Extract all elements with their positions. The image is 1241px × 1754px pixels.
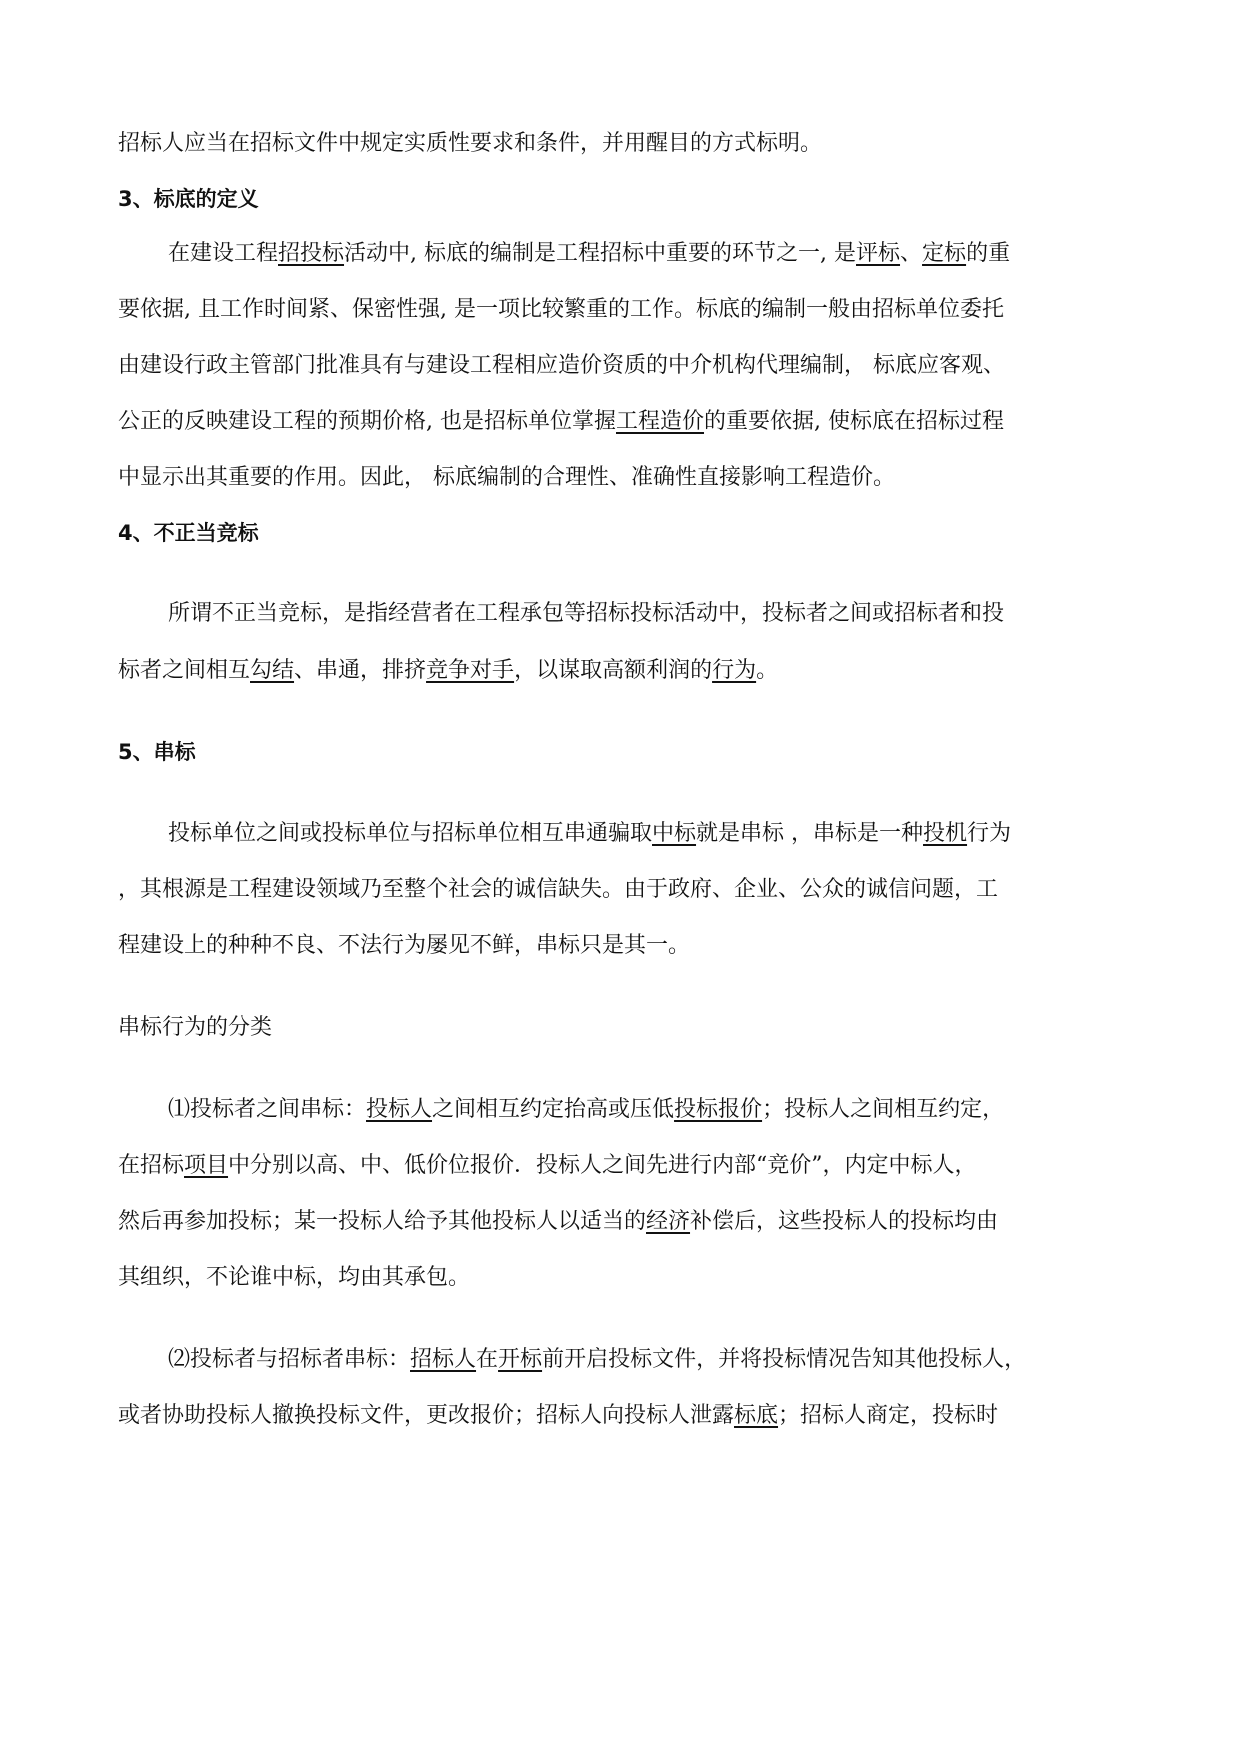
paragraph-line xyxy=(118,1262,1128,1294)
text-segment: 的重要依据, 使标底在招标过程 xyxy=(704,409,1005,434)
text-segment: 中显示出其重要的作用。因此， 标底编制的合理性、准确性直接影响工程造价。 xyxy=(118,465,895,490)
underlined-term: 投机 xyxy=(923,821,968,846)
paragraph-line xyxy=(168,238,1128,270)
underlined-term: 经济 xyxy=(646,1209,691,1234)
text-segment: 在招标 xyxy=(118,1153,185,1178)
underlined-term: 评标 xyxy=(856,241,901,266)
text-segment: 公正的反映建设工程的预期价格, 也是招标单位掌握 xyxy=(118,409,616,434)
text-segment: 在 xyxy=(476,1347,499,1372)
paragraph-line xyxy=(118,128,1128,160)
text-segment: ⑵投标者与招标者串标： xyxy=(168,1347,411,1372)
underlined-term: 标底 xyxy=(734,1403,779,1428)
text-segment: 、 xyxy=(900,241,923,266)
underlined-term: 投标报价 xyxy=(674,1097,763,1122)
text-segment: 投标单位之间或投标单位与招标单位相互串通骗取 xyxy=(168,821,653,846)
text-segment: 其组织，不论谁中标，均由其承包。 xyxy=(118,1265,471,1290)
section-heading xyxy=(118,517,1128,549)
text-segment: 的重 xyxy=(966,241,1011,266)
text-segment: 由建设行政主管部门批准具有与建设工程相应造价资质的中介机构代理编制， 标底应客观、 xyxy=(118,353,1005,378)
underlined-term: 中标 xyxy=(652,821,697,846)
paragraph-line xyxy=(118,874,1128,906)
text-segment: 中分别以高、中、低价位报价．投标人之间先进行内部“竞价”，内定中标人， xyxy=(228,1153,977,1178)
paragraph-line xyxy=(118,350,1128,382)
text-segment: 。 xyxy=(756,658,779,683)
paragraph-line xyxy=(118,1400,1128,1432)
paragraph-line xyxy=(168,1094,1128,1126)
paragraph-line xyxy=(168,1344,1128,1376)
underlined-term: 招投标 xyxy=(278,241,345,266)
text-segment: ，其根源是工程建设领域乃至整个社会的诚信缺失。由于政府、企业、公众的诚信问题，工 xyxy=(118,877,999,902)
text-segment: 串标行为的分类 xyxy=(118,1015,273,1040)
text-segment: 标者之间相互 xyxy=(118,658,251,683)
section-heading xyxy=(118,183,1128,215)
paragraph-line xyxy=(118,1012,1128,1044)
text-segment: 行为 xyxy=(967,821,1012,846)
text-segment: ；投标人之间相互约定， xyxy=(762,1097,1005,1122)
underlined-term: 工程造价 xyxy=(616,409,705,434)
text-segment: 程建设上的种种不良、不法行为屡见不鲜，串标只是其一。 xyxy=(118,933,691,958)
underlined-term: 项目 xyxy=(184,1153,229,1178)
paragraph-line xyxy=(118,406,1128,438)
section-heading xyxy=(118,736,1128,768)
paragraph-line xyxy=(118,462,1128,494)
underlined-term: 竞争对手 xyxy=(426,658,515,683)
underlined-term: 定标 xyxy=(922,241,967,266)
paragraph-line xyxy=(118,294,1128,326)
paragraph-line xyxy=(168,818,1128,850)
paragraph-line xyxy=(118,655,1128,687)
text-segment: 5、串标 xyxy=(118,740,196,764)
text-segment: 然后再参加投标；某一投标人给予其他投标人以适当的 xyxy=(118,1209,647,1234)
text-segment: 3、标底的定义 xyxy=(118,187,259,211)
paragraph-line xyxy=(118,1206,1128,1238)
text-segment: 招标人应当在招标文件中规定实质性要求和条件，并用醒目的方式标明。 xyxy=(118,131,823,156)
text-segment: 补偿后，这些投标人的投标均由 xyxy=(690,1209,999,1234)
text-segment: 所谓不正当竞标，是指经营者在工程承包等招标投标活动中，投标者之间或招标者和投 xyxy=(168,601,1005,626)
text-segment: 活动中, 标底的编制是工程招标中重要的环节之一, 是 xyxy=(344,241,857,266)
underlined-term: 开标 xyxy=(498,1347,543,1372)
text-segment: 4、不正当竞标 xyxy=(118,521,259,545)
text-segment: 前开启投标文件，并将投标情况告知其他投标人， xyxy=(542,1347,1027,1372)
text-segment: 或者协助投标人撤换投标文件，更改报价；招标人向投标人泄露 xyxy=(118,1403,735,1428)
paragraph-line xyxy=(118,930,1128,962)
underlined-term: 勾结 xyxy=(250,658,295,683)
text-segment: ，以谋取高额利润的 xyxy=(514,658,713,683)
text-segment: ⑴投标者之间串标： xyxy=(168,1097,367,1122)
text-segment: 之间相互约定抬高或压低 xyxy=(432,1097,675,1122)
text-segment: 要依据, 且工作时间紧、保密性强, 是一项比较繁重的工作。标底的编制一般由招标单位委托 xyxy=(118,297,1004,322)
underlined-term: 行为 xyxy=(712,658,757,683)
text-segment: 在建设工程 xyxy=(168,241,279,266)
text-segment: 就是串标 ，串标是一种 xyxy=(696,821,924,846)
paragraph-line xyxy=(168,598,1128,630)
text-segment: ；招标人商定，投标时 xyxy=(778,1403,999,1428)
paragraph-line xyxy=(118,1150,1128,1182)
text-segment: 、串通，排挤 xyxy=(294,658,427,683)
underlined-term: 投标人 xyxy=(366,1097,433,1122)
underlined-term: 招标人 xyxy=(410,1347,477,1372)
